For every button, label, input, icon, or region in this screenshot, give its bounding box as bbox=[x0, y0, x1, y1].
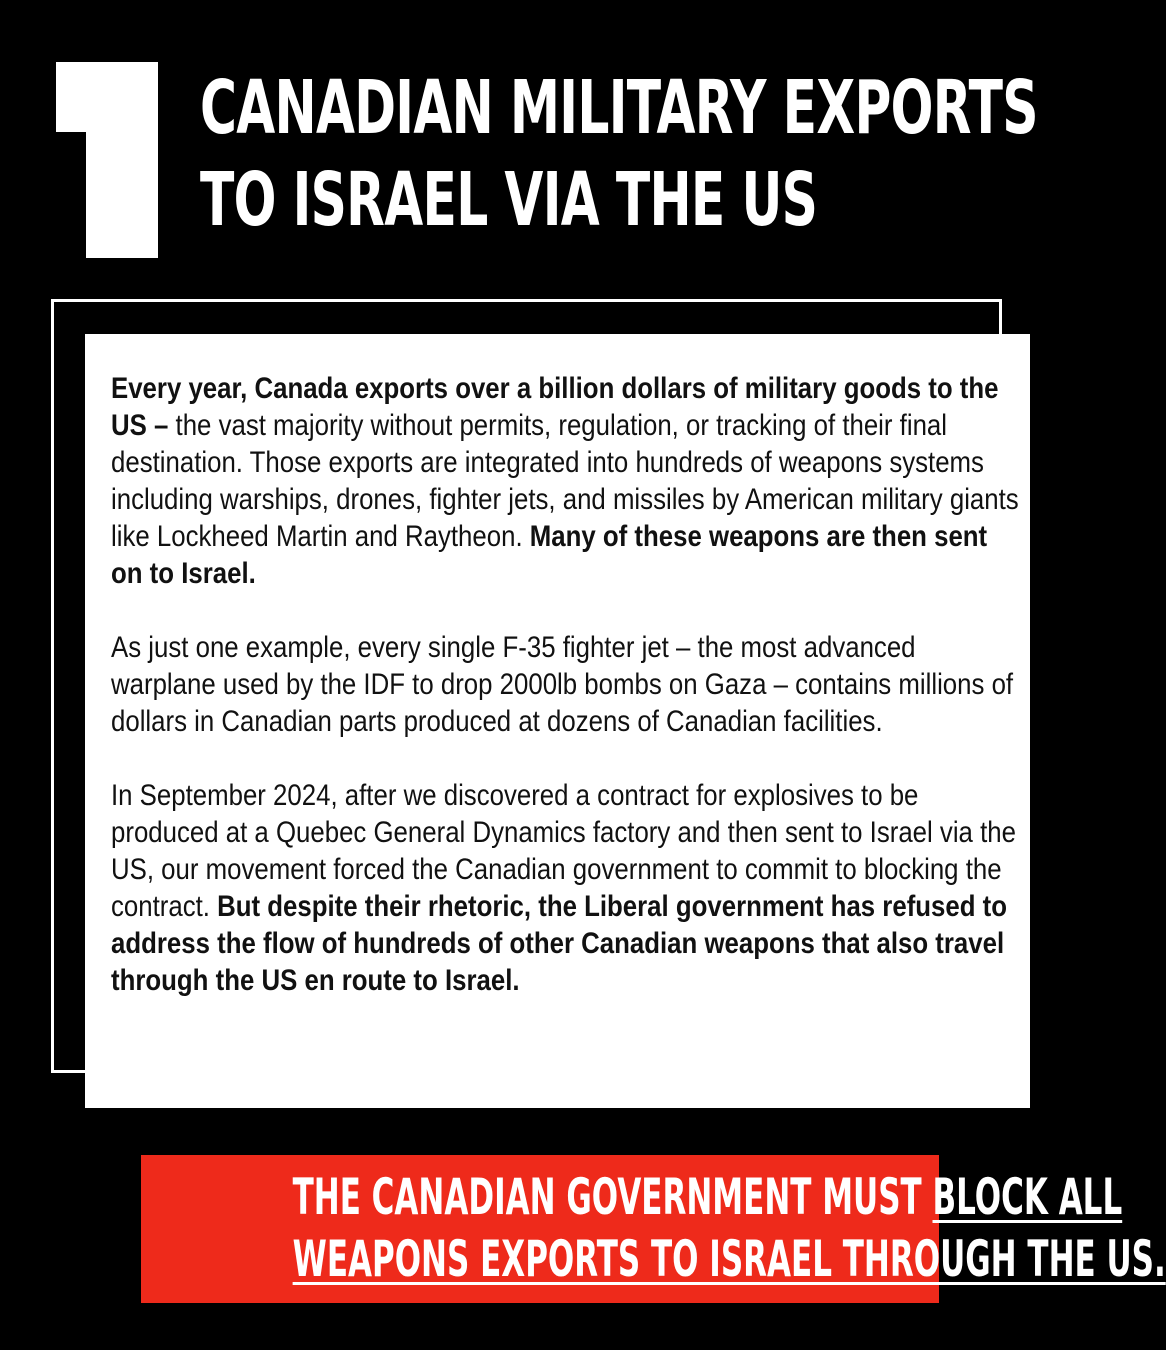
paragraph-3-bold-end: But despite their rhetoric, the Liberal government has refused to address the flow of hundreds of other Canadian weapons that also travel through the US en route to Israel. bbox=[111, 890, 1008, 997]
cta-line-1 bbox=[292, 1166, 1123, 1228]
cta-line-1-plain: THE CANADIAN GOVERNMENT MUST bbox=[292, 1168, 933, 1226]
headline bbox=[200, 62, 1060, 246]
number-one-glyph bbox=[56, 62, 158, 258]
paragraph-1-bold-end: Many of these weapons are then sent on to Israel. bbox=[111, 520, 988, 590]
cta-line-2 bbox=[292, 1228, 1166, 1290]
paragraph-3-text: In September 2024, after we discovered a contract for explosives to be produced at a Quebec General Dynamics factory and then sent to Israel via the US, our movement forced the Canadian government to commit to blocking the contract. bbox=[111, 779, 1016, 923]
paragraph-3 bbox=[111, 777, 1021, 999]
call-to-action-banner bbox=[141, 1155, 1166, 1303]
paragraph-2-text: As just one example, every single F-35 fighter jet – the most advanced warplane used by the IDF to drop 2000lb bombs on Gaza – contains millions of dollars in Canadian parts produced at dozens of Canadian facilities. bbox=[111, 631, 1014, 738]
paragraph-1-text: the vast majority without permits, regulation, or tracking of their final destination. Those exports are integrated into hundreds of weapons systems including warships, drones, fighter jets, and missiles by American military giants like Lockheed Martin and Raytheon. bbox=[111, 409, 1019, 553]
headline-line-2: TO ISRAEL VIA THE US bbox=[200, 157, 818, 243]
big-number-1 bbox=[56, 62, 158, 258]
paragraph-2 bbox=[111, 629, 1021, 740]
paragraph-1 bbox=[111, 370, 1021, 592]
headline-line-1: CANADIAN MILITARY EXPORTS bbox=[200, 65, 1038, 151]
cta-line-2-underlined: WEAPONS EXPORTS TO ISRAEL THROUGH THE US. bbox=[292, 1230, 1166, 1288]
cta-line-1-underlined: BLOCK ALL bbox=[932, 1168, 1123, 1226]
body-text bbox=[111, 370, 1021, 1036]
paragraph-1-bold-lead: Every year, Canada exports over a billion dollars of military goods to the US – bbox=[111, 372, 999, 442]
